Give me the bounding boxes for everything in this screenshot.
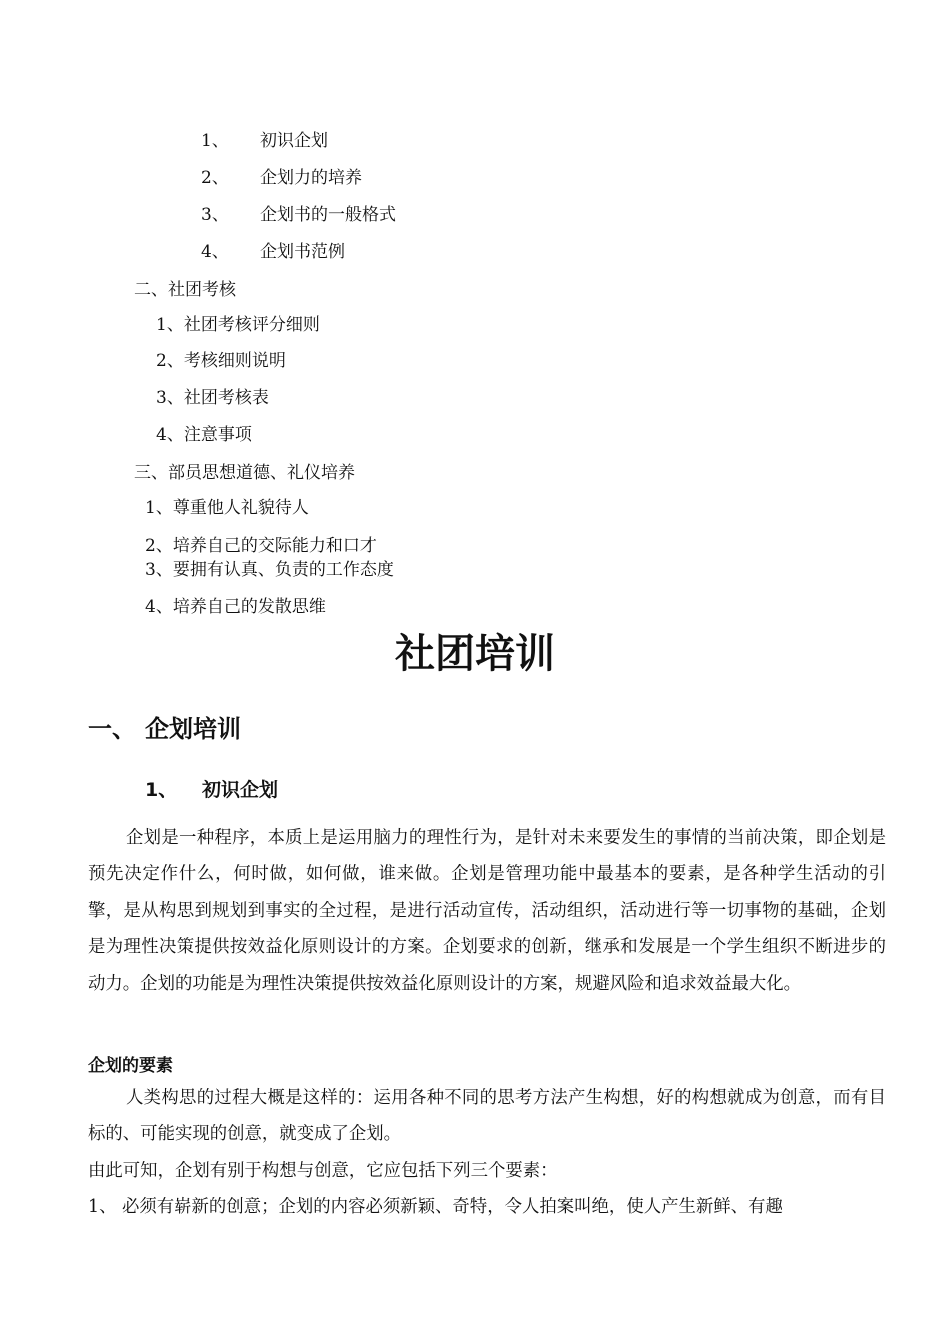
heading-1-number: 一、 bbox=[88, 715, 136, 743]
paragraph-three-elements-intro: 由此可知，企划有别于构想与创意，它应包括下列三个要素： bbox=[88, 1161, 558, 1181]
paragraph-element-one: 1、 必须有崭新的创意；企划的内容必须新颖、奇特，令人拍案叫绝，使人产生新鲜、有趣 bbox=[88, 1197, 783, 1217]
toc-subitem: 4、培养自己的发散思维 bbox=[145, 597, 326, 617]
document-title: 社团培训 bbox=[395, 631, 555, 677]
toc-item-number: 3、 bbox=[201, 205, 229, 225]
toc-subitem: 1、尊重他人礼貌待人 bbox=[145, 498, 309, 518]
toc-subitem: 3、要拥有认真、负责的工作态度 bbox=[145, 560, 394, 580]
paragraph-ideation-process: 人类构思的过程大概是这样的：运用各种不同的思考方法产生构想，好的构想就成为创意，而有目标的、可能实现的创意，就变成了企划。 bbox=[88, 1088, 886, 1145]
toc-item-text: 初识企划 bbox=[260, 131, 328, 151]
toc-subitem: 3、社团考核表 bbox=[156, 388, 269, 408]
toc-item-number: 1、 bbox=[201, 131, 229, 151]
section-label-elements: 企划的要素 bbox=[88, 1056, 173, 1076]
toc-subitem: 2、培养自己的交际能力和口才 bbox=[145, 536, 377, 556]
toc-item-number: 4、 bbox=[201, 242, 229, 262]
heading-2-number: 1、 bbox=[145, 779, 178, 801]
heading-1-text: 企划培训 bbox=[145, 715, 241, 743]
heading-2-text: 初识企划 bbox=[202, 779, 279, 801]
toc-section-heading: 二、社团考核 bbox=[134, 280, 236, 300]
toc-subitem: 4、注意事项 bbox=[156, 425, 252, 445]
toc-section-heading: 三、部员思想道德、礼仪培养 bbox=[134, 463, 355, 483]
toc-item-text: 企划书的一般格式 bbox=[260, 205, 396, 225]
toc-subitem: 1、社团考核评分细则 bbox=[156, 315, 320, 335]
toc-subitem: 2、考核细则说明 bbox=[156, 351, 286, 371]
toc-item-text: 企划书范例 bbox=[260, 242, 345, 262]
toc-item-text: 企划力的培养 bbox=[260, 168, 362, 188]
toc-item-number: 2、 bbox=[201, 168, 229, 188]
paragraph-planning-definition: 企划是一种程序，本质上是运用脑力的理性行为，是针对未来要发生的事情的当前决策，即企划是预先决定作什么，何时做，如何做，谁来做。企划是管理功能中最基本的要素，是各种学生活动的引擎，是从构思到规划到事实的全过程，是进行活动宣传，活动组织，活动进行等一切事物的基础，企划是为理性决策提供按效益化原则设计的方案。企划要求的创新，继承和发展是一个学生组织不断进步的动力。企划的功能是为理性决策提供按效益化原则设计的方案，规避风险和追求效益最大化。 bbox=[88, 828, 886, 994]
